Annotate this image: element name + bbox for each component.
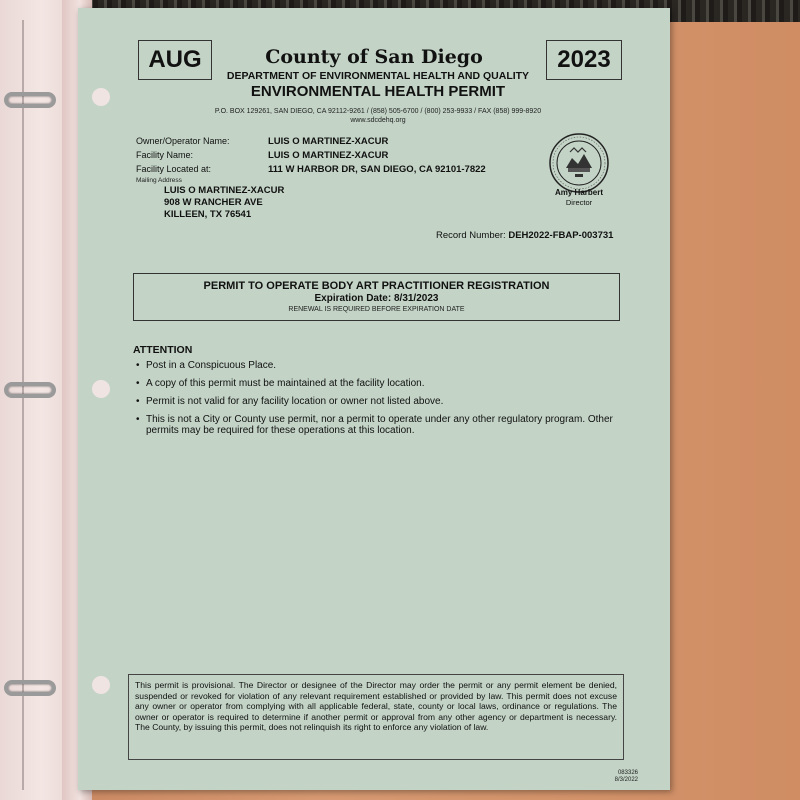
registration-title: PERMIT TO OPERATE BODY ART PRACTITIONER REGISTRATION — [203, 280, 550, 292]
owner-value: LUIS O MARTINEZ-XACUR — [268, 136, 389, 147]
expiration-date: Expiration Date: 8/31/2023 — [314, 293, 439, 304]
county-name: County of San Diego — [265, 46, 483, 68]
punch-hole-top — [92, 88, 110, 106]
attention-heading: ATTENTION — [133, 344, 193, 356]
contact-info: P.O. BOX 129261, SAN DIEGO, CA 92112-9261 / (858) 505-6700 / (800) 253-9933 / FAX (858) 999-8920 — [214, 108, 542, 115]
punch-hole-bottom — [92, 676, 110, 694]
punch-hole-middle — [92, 380, 110, 398]
faded-watermark — [168, 478, 598, 628]
record-number — [436, 230, 613, 241]
permit-month-box: AUG — [138, 40, 212, 80]
form-code-date: 8/3/2022 — [614, 777, 638, 783]
attention-item: • This is not a City or County use permit, nor a permit to operate under any other regulatory program. Other permits may be required for these operations at this location. — [136, 414, 626, 436]
record-label: Record Number: — [436, 230, 506, 241]
mailing-line-2: 908 W RANCHER AVE — [164, 197, 263, 208]
sleeve-edge — [22, 20, 24, 790]
registration-box — [133, 273, 620, 321]
renewal-notice: RENEWAL IS REQUIRED BEFORE EXPIRATION DATE — [288, 306, 465, 313]
facility-location-label: Facility Located at: — [136, 164, 212, 174]
binder-ring-bottom — [4, 680, 56, 696]
facility-location-value: 111 W HARBOR DR, SAN DIEGO, CA 92101-7822 — [268, 164, 486, 175]
mailing-address-label: Mailing Address — [136, 177, 182, 184]
permit-title: ENVIRONMENTAL HEALTH PERMIT — [250, 83, 506, 100]
attention-item: • Permit is not valid for any facility location or owner not listed above. — [136, 396, 626, 407]
attention-item: • Post in a Conspicuous Place. — [136, 360, 626, 371]
facility-name-value: LUIS O MARTINEZ-XACUR — [268, 150, 389, 161]
provisional-notice: This permit is provisional. The Director or designee of the Director may order the permit or any permit element be denied, suspended or revoked for violation of any relevant requirement established or provided by law. This permit does not excuse any owner or operator from complying with all applicable federal, state, county or local laws, ordinance or regulations. The owner or operator is required to determine if another permit or approval from any other agency or department is necessary. The County, by issuing this permit, does not relinquish its right to enforce any violation of law. — [128, 674, 624, 760]
website-text: www.sdcdehq.org — [350, 117, 406, 124]
director-name: Amy Harbert — [554, 188, 603, 197]
binder-ring-top — [4, 92, 56, 108]
county-seal-icon — [548, 132, 610, 194]
mailing-line-3: KILLEEN, TX 76541 — [164, 209, 252, 220]
facility-name-label: Facility Name: — [136, 150, 194, 160]
permit-document — [78, 8, 670, 790]
form-code-number: 083326 — [617, 770, 638, 776]
attention-item: • A copy of this permit must be maintained at the facility location. — [136, 378, 626, 389]
department-name: DEPARTMENT OF ENVIRONMENTAL HEALTH AND QUALITY — [226, 70, 530, 82]
form-code — [598, 770, 638, 784]
permit-year-box: 2023 — [546, 40, 622, 80]
attention-list — [136, 360, 626, 443]
sleeve-brand-text — [0, 140, 5, 250]
mailing-line-1: LUIS O MARTINEZ-XACUR — [164, 185, 285, 196]
director-title: Director — [565, 198, 593, 207]
binder-ring-middle — [4, 382, 56, 398]
record-value: DEH2022-FBAP-003731 — [508, 230, 614, 241]
owner-label: Owner/Operator Name: — [136, 136, 230, 146]
